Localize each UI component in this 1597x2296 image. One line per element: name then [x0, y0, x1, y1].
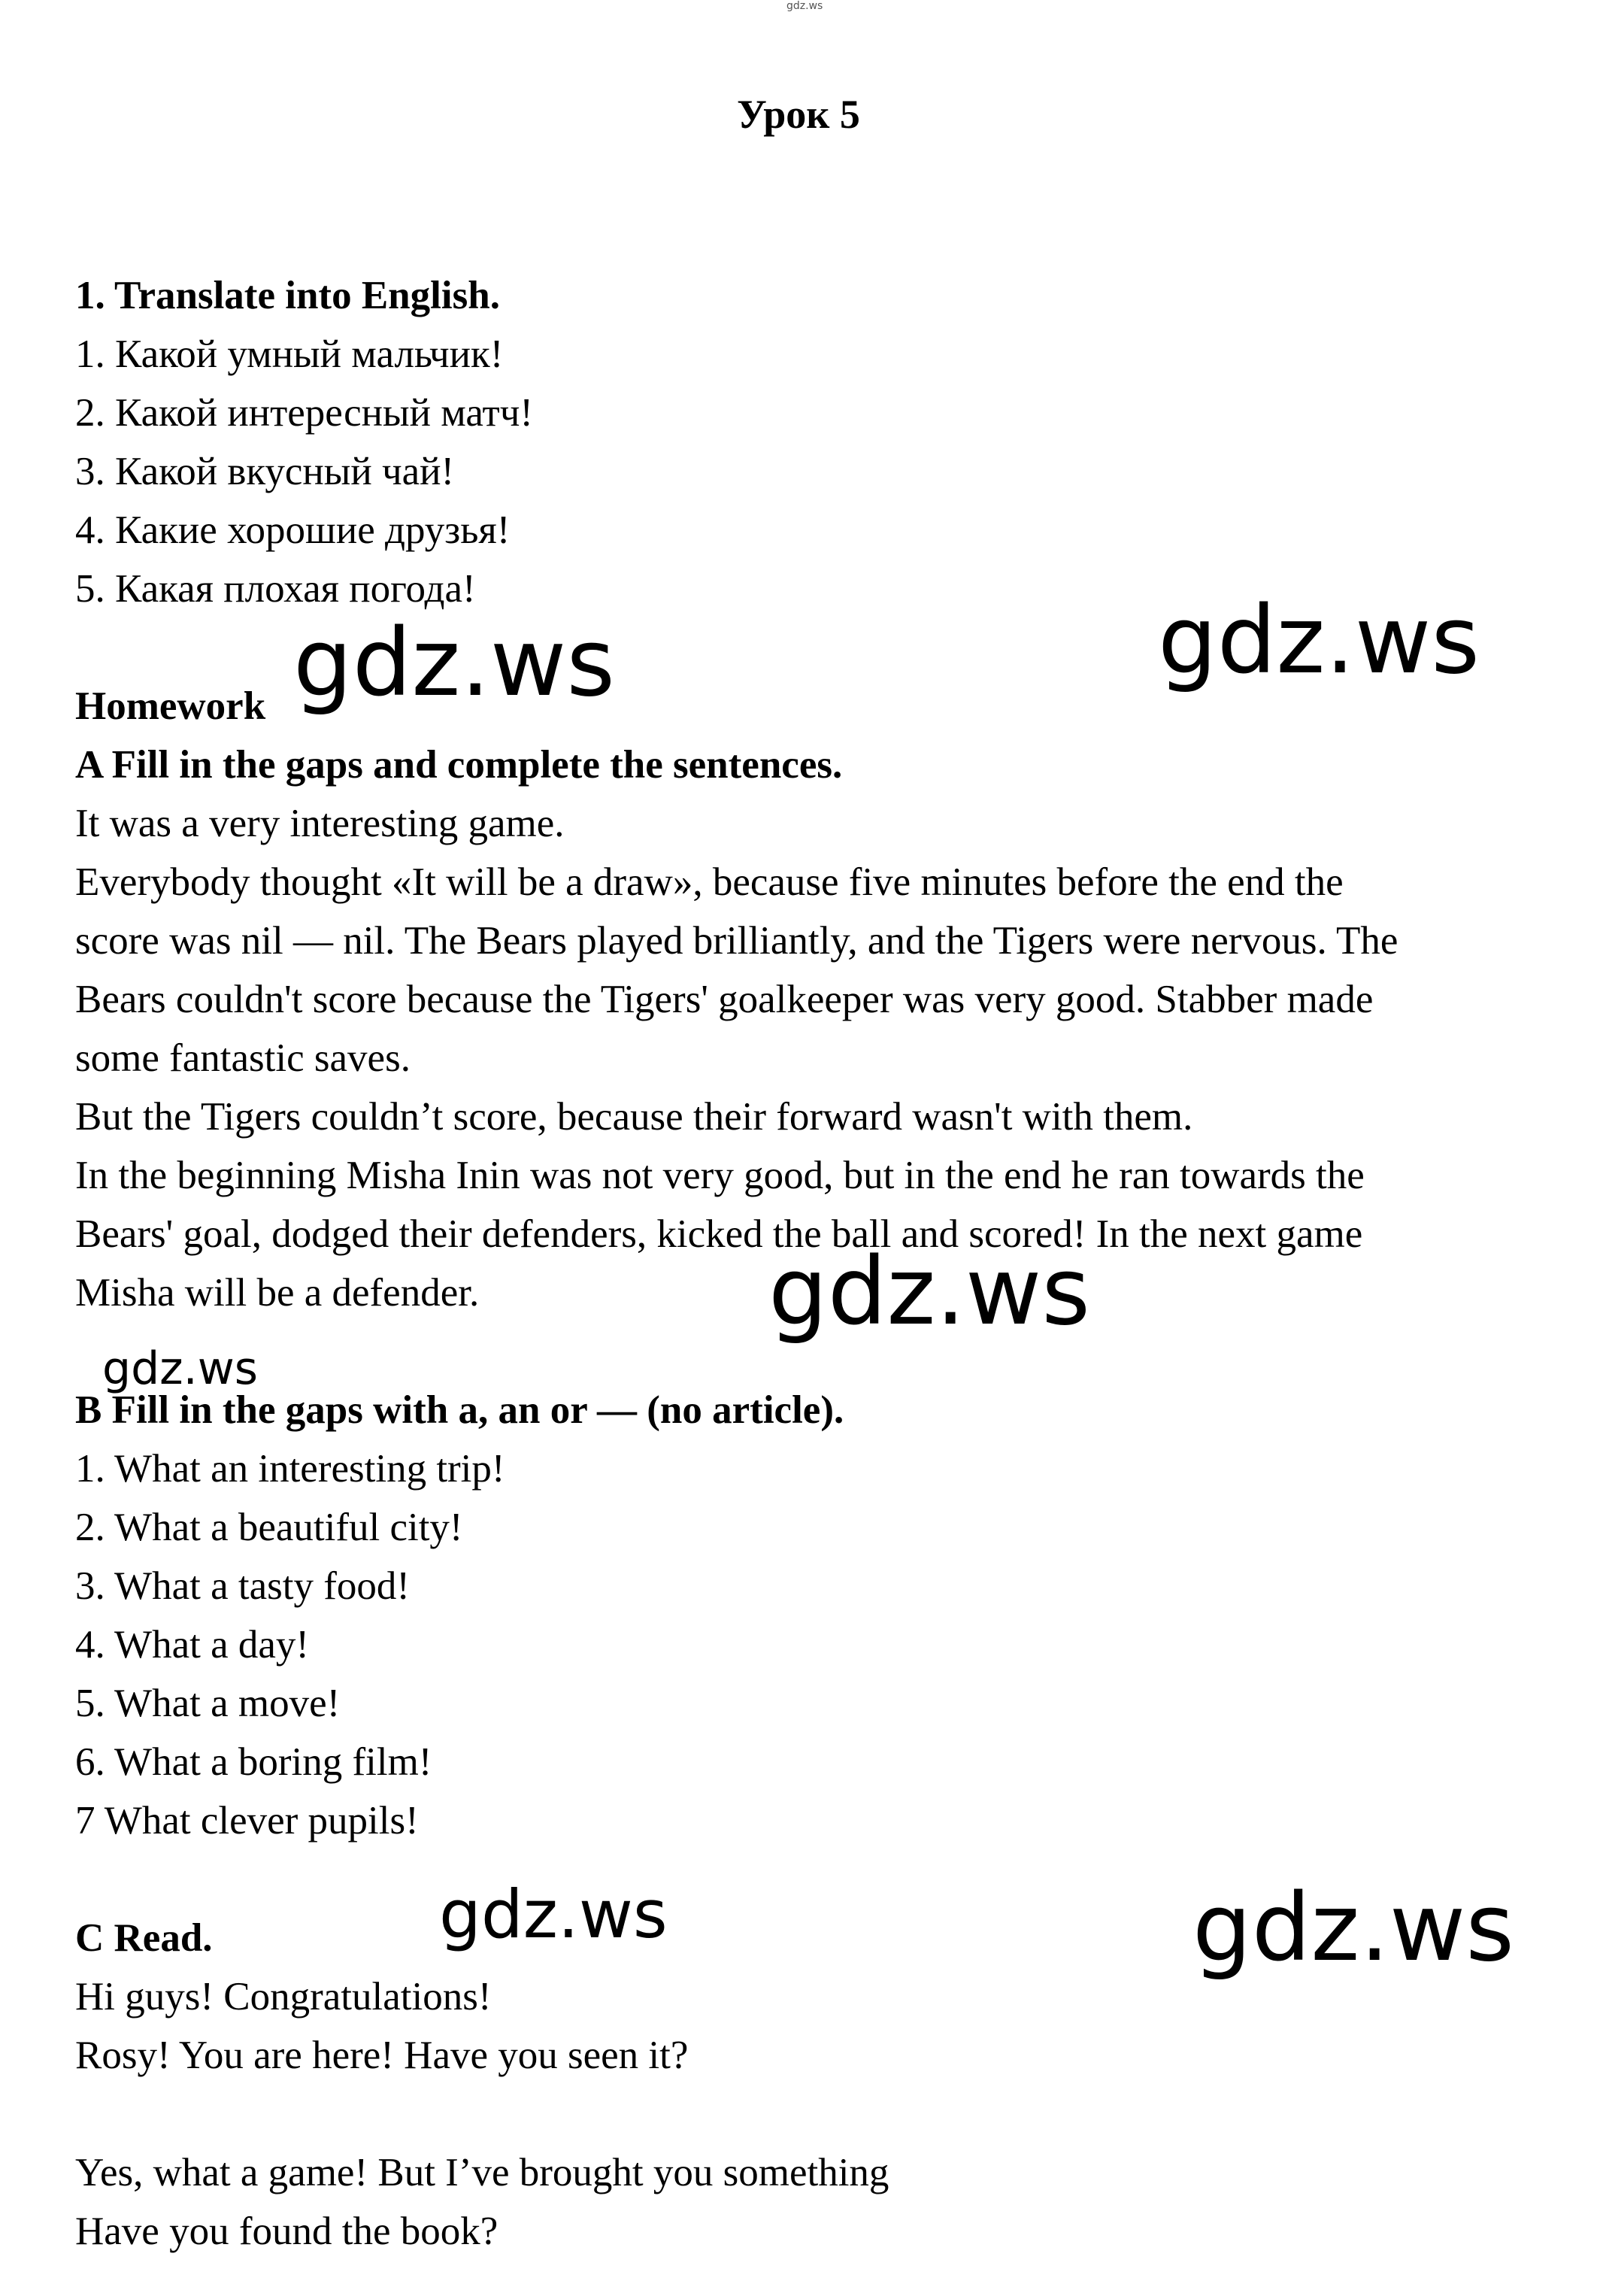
sectionA-line: In the beginning Misha Inin was not very good, but in the end he ran towards the — [75, 1154, 1365, 1197]
sectionB-item: 7 What clever pupils! — [75, 1799, 419, 1843]
sectionA-line: Misha will be a defender. — [75, 1271, 480, 1315]
sectionA-heading: A Fill in the gaps and complete the sentences. — [75, 743, 843, 787]
sectionB-item: 6. What a boring film! — [75, 1740, 432, 1784]
sectionB-item: 5. What a move! — [75, 1682, 341, 1725]
page-title: Урок 5 — [737, 92, 860, 137]
watermark: gdz.ws — [439, 1876, 668, 1953]
homework-heading: Homework — [75, 684, 266, 728]
watermark: gdz.ws — [1192, 1874, 1514, 1982]
sectionC-line: Rosy! You are here! Have you seen it? — [75, 2034, 689, 2077]
sectionC-line: Have you found the book? — [75, 2210, 498, 2253]
exercise1-heading: 1. Translate into English. — [75, 274, 500, 317]
top-watermark: gdz.ws — [786, 0, 823, 12]
sectionB-item: 1. What an interesting trip! — [75, 1447, 505, 1491]
watermark: gdz.ws — [293, 609, 615, 717]
sectionA-line: It was a very interesting game. — [75, 802, 565, 845]
sectionA-line: some fantastic saves. — [75, 1036, 411, 1080]
watermark: gdz.ws — [102, 1342, 259, 1395]
sectionB-heading: B Fill in the gaps with a, an or — (no article). — [75, 1388, 844, 1432]
exercise1-item: 3. Какой вкусный чай! — [75, 450, 455, 493]
watermark: gdz.ws — [1158, 587, 1480, 695]
sectionA-line: score was nil — nil. The Bears played brilliantly, and the Tigers were nervous. The — [75, 919, 1399, 963]
watermark: gdz.ws — [768, 1238, 1090, 1346]
sectionA-line: Everybody thought «It will be a draw», because five minutes before the end the — [75, 860, 1344, 904]
exercise1-item: 1. Какой умный мальчик! — [75, 332, 504, 376]
sectionA-line: Bears' goal, dodged their defenders, kicked the ball and scored! In the next game — [75, 1212, 1363, 1256]
exercise1-item: 2. Какой интересный матч! — [75, 391, 534, 435]
sectionB-item: 2. What a beautiful city! — [75, 1506, 463, 1549]
sectionA-line: But the Tigers couldn’t score, because their forward wasn't with them. — [75, 1095, 1193, 1139]
sectionC-line: Hi guys! Congratulations! — [75, 1975, 492, 2018]
sectionC-line: Yes, what a game! But I’ve brought you something — [75, 2151, 889, 2194]
sectionB-item: 3. What a tasty food! — [75, 1564, 410, 1608]
sectionC-heading: C Read. — [75, 1916, 213, 1960]
sectionB-item: 4. What a day! — [75, 1623, 310, 1667]
exercise1-item: 5. Какая плохая погода! — [75, 567, 476, 611]
sectionA-line: Bears couldn't score because the Tigers' goalkeeper was very good. Stabber made — [75, 978, 1374, 1021]
exercise1-item: 4. Какие хорошие друзья! — [75, 508, 511, 552]
